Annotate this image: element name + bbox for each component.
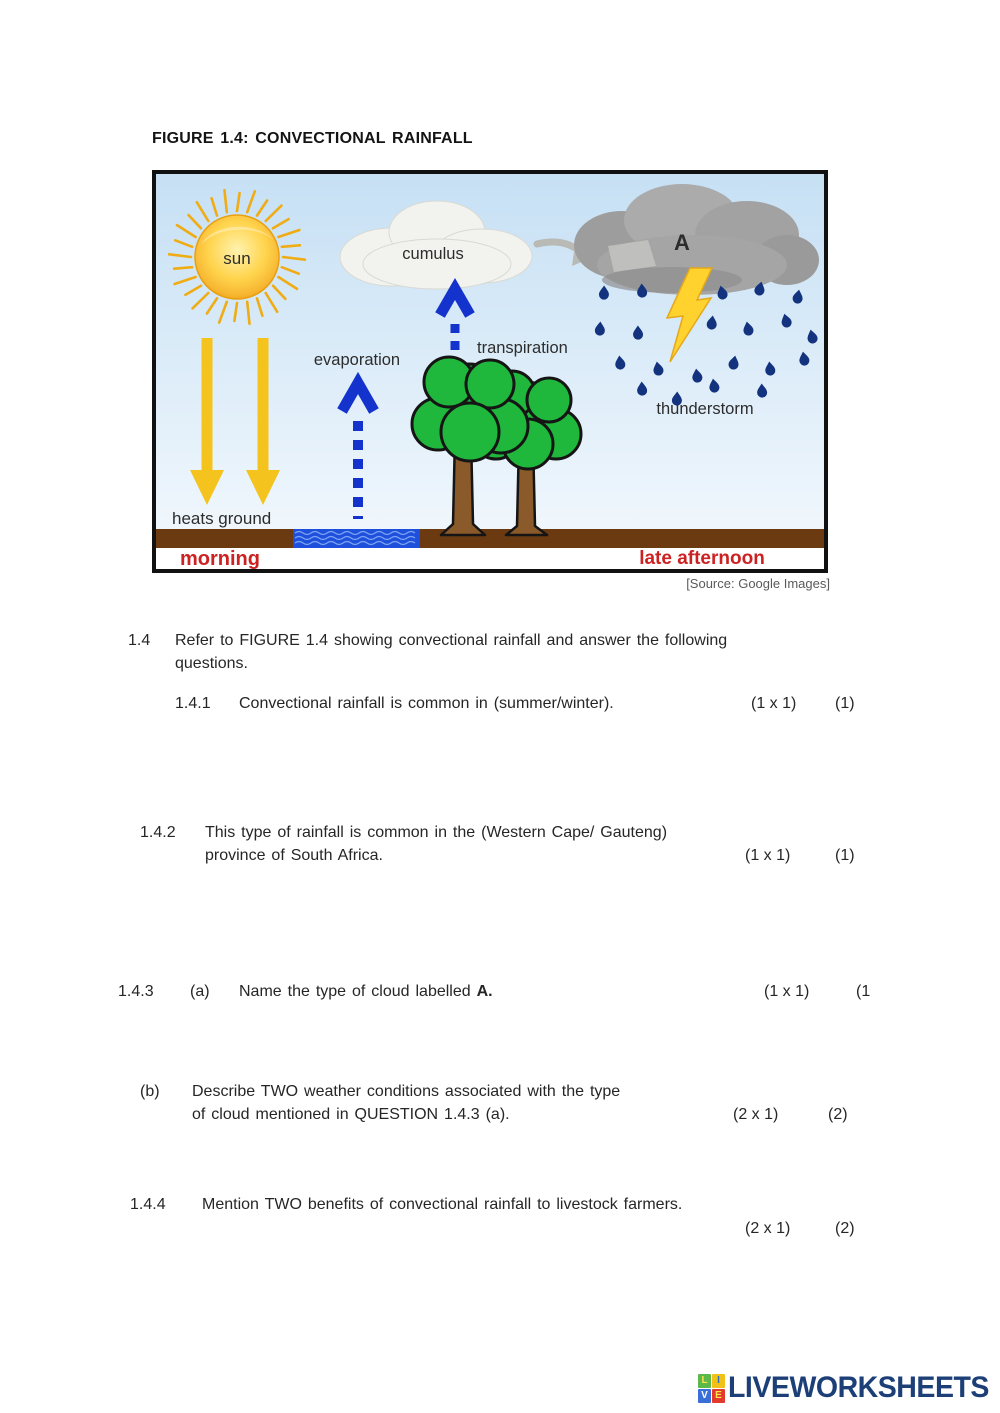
q142-calc: (1 x 1) — [745, 847, 791, 864]
transpiration-label: transpiration — [477, 339, 568, 357]
diagram-svg — [156, 174, 824, 569]
q144-marks: (2) — [835, 1220, 855, 1237]
logo-tile-v: V — [698, 1389, 711, 1403]
q144-number: 1.4.4 — [130, 1196, 166, 1213]
q141-number: 1.4.1 — [175, 695, 211, 712]
logo-tile-e: E — [712, 1389, 725, 1403]
q14-number: 1.4 — [128, 632, 151, 649]
q143b-text-line2: of cloud mentioned in QUESTION 1.4.3 (a). — [192, 1106, 510, 1123]
logo-tile-i: I — [712, 1374, 725, 1388]
cloud-a-label: A — [674, 230, 690, 255]
q142-marks: (1) — [835, 847, 855, 864]
figure-title: FIGURE 1.4: CONVECTIONAL RAINFALL — [152, 130, 473, 147]
q144-text: Mention TWO benefits of convectional rainfall to livestock farmers. — [202, 1196, 683, 1213]
morning-label: morning — [180, 548, 260, 569]
liveworksheets-wordmark: LIVEWORKSHEETS — [728, 1371, 989, 1404]
q14-text-line1: Refer to FIGURE 1.4 showing convectional rainfall and answer the following — [175, 632, 728, 649]
q142-text-line2: province of South Africa. — [205, 847, 383, 864]
heats-ground-label: heats ground — [172, 509, 272, 528]
q142-number: 1.4.2 — [140, 824, 176, 841]
q143b-text-line1: Describe TWO weather conditions associated with the type — [192, 1083, 621, 1100]
q143b-sub: (b) — [140, 1083, 160, 1100]
q141-text: Convectional rainfall is common in (summer/winter). — [239, 695, 614, 712]
q141-marks: (1) — [835, 695, 855, 712]
liveworksheets-brand[interactable] — [698, 1370, 1000, 1406]
water-patch — [293, 529, 420, 548]
sun-label: sun — [223, 249, 251, 268]
thunderstorm-label: thunderstorm — [656, 400, 754, 418]
logo-tile-l: L — [698, 1374, 711, 1388]
q143a-calc: (1 x 1) — [764, 983, 810, 1000]
q143b-marks: (2) — [828, 1106, 848, 1123]
q143-number: 1.4.3 — [118, 983, 154, 1000]
late-afternoon-label: late afternoon — [639, 548, 765, 569]
q143a-text: Name the type of cloud labelled A. — [239, 983, 493, 1000]
cumulus-label: cumulus — [402, 245, 464, 263]
q143b-calc: (2 x 1) — [733, 1106, 779, 1123]
q14-text-line2: questions. — [175, 655, 248, 672]
q141-calc: (1 x 1) — [751, 695, 797, 712]
ground-strip — [156, 529, 824, 548]
q143a-marks: (1 — [856, 983, 871, 1000]
liveworksheets-logo-icon — [698, 1374, 725, 1403]
source-credit: [Source: Google Images] — [686, 576, 830, 591]
evaporation-label: evaporation — [313, 351, 401, 369]
q143a-sub: (a) — [190, 983, 210, 1000]
q142-text-line1: This type of rainfall is common in the (Western Cape/ Gauteng) — [205, 824, 668, 841]
convectional-rainfall-diagram — [152, 170, 828, 573]
q144-calc: (2 x 1) — [745, 1220, 791, 1237]
